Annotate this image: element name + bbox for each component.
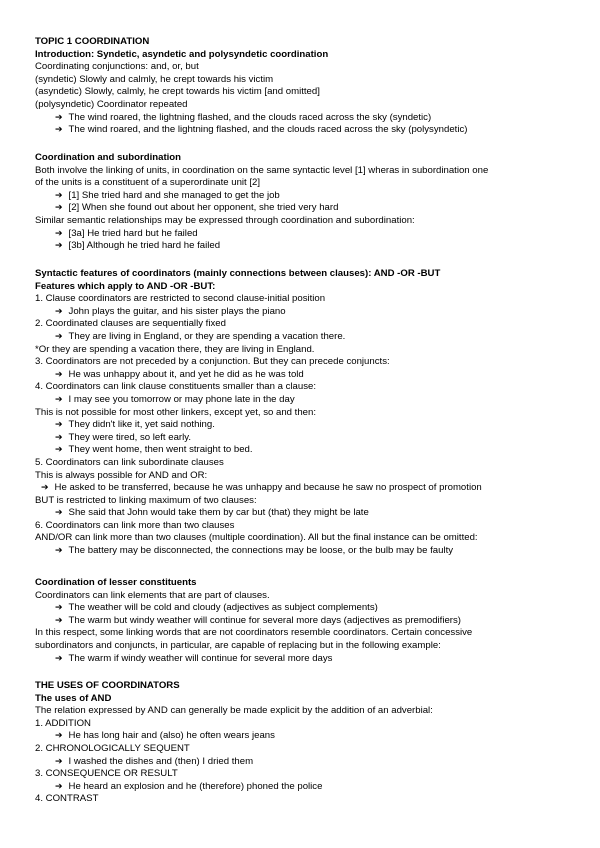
arrow-right-icon: ➔ [55,781,63,792]
use-line: 2. CHRONOLOGICALLY SEQUENT [35,742,190,754]
example-item: ➔ He has long hair and (also) he often wears jeans [55,730,275,742]
text-line: AND/OR can link more than two clauses (multiple coordination). All but the final instance can be omitted: [35,532,478,544]
example-item: ➔ I may see you tomorrow or may phone late in the day [55,393,295,405]
arrow-right-icon: ➔ [55,653,63,664]
section-syntactic-features [35,268,590,558]
example-item: ➔ [3a] He tried hard but he failed [55,227,198,239]
example-item: ➔ The warm but windy weather will continue for several more days (adjectives as premodifiers) [55,614,461,626]
arrow-right-icon: ➔ [55,394,63,405]
use-line: 4. CONTRAST [35,793,99,805]
example-item: ➔ John plays the guitar, and his sister plays the piano [55,305,286,317]
arrow-right-icon: ➔ [55,603,63,614]
section-heading: Syntactic features of coordinators (mainly connections between clauses): AND -OR -BUT [35,268,441,279]
example-item: ➔ They are living in England, or they are spending a vacation there. [55,330,346,342]
example-item: ➔ He asked to be transferred, because he was unhappy and because he saw no prospect of promotion [41,482,482,494]
example-item: ➔ [2] When she found out about her opponent, she tried very hard [55,202,339,214]
example-item: ➔ He heard an explosion and he (therefore) phoned the police [55,780,323,792]
example-item: ➔ [1] She tried hard and she managed to get the job [55,189,280,201]
arrow-right-icon: ➔ [55,228,63,239]
arrow-right-icon: ➔ [55,190,63,201]
section-subheading: The uses of AND [35,692,112,704]
text-line: This is not possible for most other linkers, except yet, so and then: [35,406,317,418]
text-line: The relation expressed by AND can generally be made explicit by the addition of an adverbial: [35,705,433,717]
text-line: (syndetic) Slowly and calmly, he crept towards his victim [35,73,274,85]
section-heading: THE USES OF COORDINATORS [35,680,180,691]
use-line: 1. ADDITION [35,717,91,729]
arrow-right-icon: ➔ [55,420,63,431]
text-line: (polysyndetic) Coordinator repeated [35,98,188,110]
section-lesser-constituents [35,577,590,665]
text-line: This is always possible for AND and OR: [35,469,208,481]
arrow-right-icon: ➔ [55,306,63,317]
arrow-right-icon: ➔ [55,756,63,767]
text-line: Coordinators can link elements that are part of clauses. [35,589,270,601]
example-item: ➔ They went home, then went straight to bed. [55,444,253,456]
text-line: of the units is a constituent of a superordinate unit [2] [35,177,261,189]
arrow-right-icon: ➔ [55,546,63,557]
section-coordination-subordination [35,152,590,253]
feature-line: 1. Clause coordinators are restricted to second clause-initial position [35,293,326,305]
text-line: (asyndetic) Slowly, calmly, he crept towards his victim [and omitted] [35,86,320,98]
text-line: *Or they are spending a vacation there, they are living in England. [35,343,315,355]
section-subheading: Features which apply to AND -OR -BUT: [35,280,216,292]
example-item: ➔ He was unhappy about it, and yet he did as he was told [55,368,304,380]
section-heading: Coordination and subordination [35,152,182,163]
example-item: ➔ She said that John would take them by car but (that) they might be late [55,507,369,519]
arrow-right-icon: ➔ [55,112,63,123]
example-item: ➔ I washed the dishes and (then) I dried them [55,755,254,767]
text-line: In this respect, some linking words that are not coordinators resemble coordinators. Certain concessive [35,627,473,639]
feature-line: 4. Coordinators can link clause constituents smaller than a clause: [35,381,317,393]
arrow-right-icon: ➔ [55,125,63,136]
example-item: ➔ The wind roared, the lightning flashed, and the clouds raced across the sky (syndetic) [55,111,432,123]
example-item: ➔ They were tired, so left early. [55,431,192,443]
arrow-right-icon: ➔ [55,369,63,380]
text-line: subordinators and conjuncts, in particular, are capable of replacing but in the following example: [35,639,441,651]
section-heading: Introduction: Syndetic, asyndetic and polysyndetic coordination [35,48,329,60]
text-line: BUT is restricted to linking maximum of two clauses: [35,494,257,506]
section-heading: Coordination of lesser constituents [35,577,197,588]
arrow-right-icon: ➔ [55,445,63,456]
section-introduction [35,36,590,137]
section-uses-of-coordinators [35,680,590,806]
feature-line: 5. Coordinators can link subordinate clauses [35,456,224,468]
arrow-right-icon: ➔ [41,483,49,494]
feature-line: 2. Coordinated clauses are sequentially fixed [35,318,226,330]
text-line: Similar semantic relationships may be expressed through coordination and subordination: [35,214,415,226]
text-line: Both involve the linking of units, in coordination on the same syntactic level [1] wheras in subordination one [35,164,489,176]
topic-title: TOPIC 1 COORDINATION [35,36,150,47]
example-item: ➔ They didn't like it, yet said nothing. [55,419,215,431]
arrow-right-icon: ➔ [55,331,63,342]
arrow-right-icon: ➔ [55,508,63,519]
feature-line: 6. Coordinators can link more than two clauses [35,519,235,531]
arrow-right-icon: ➔ [55,731,63,742]
example-item: ➔ The weather will be cold and cloudy (adjectives as subject complements) [55,602,378,614]
example-item: ➔ The warm if windy weather will continue for several more days [55,652,333,664]
feature-line: 3. Coordinators are not preceded by a conjunction. But they can precede conjuncts: [35,356,390,368]
arrow-right-icon: ➔ [55,203,63,214]
use-line: 3. CONSEQUENCE OR RESULT [35,768,178,780]
example-item: ➔ [3b] Although he tried hard he failed [55,240,221,252]
example-item: ➔ The wind roared, and the lightning flashed, and the clouds raced across the sky (polysyndetic) [55,124,468,136]
example-item: ➔ The battery may be disconnected, the connections may be loose, or the bulb may be faulty [55,545,454,557]
arrow-right-icon: ➔ [55,615,63,626]
text-line: Coordinating conjunctions: and, or, but [35,61,199,73]
arrow-right-icon: ➔ [55,432,63,443]
arrow-right-icon: ➔ [55,241,63,252]
